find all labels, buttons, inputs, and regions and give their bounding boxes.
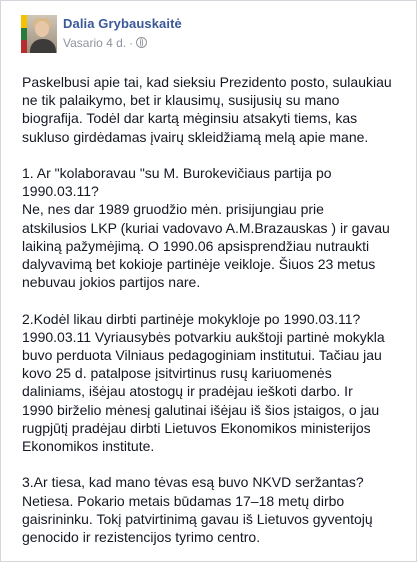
post-text-line: Ne, nes dar 1989 gruodžio mėn. prisijungiau prie bbox=[22, 201, 324, 218]
post-meta bbox=[63, 36, 147, 50]
post-paragraph-q3 bbox=[22, 473, 414, 546]
post-paragraph-intro bbox=[22, 73, 414, 146]
post-text-line: 1. Ar "kolaboravau "su M. Burokevičiaus partija po bbox=[22, 165, 332, 181]
post-text-line: dalyvavimą bet kokioje partinėje veikloje. Šiuos 23 metus bbox=[22, 256, 376, 273]
post-text-line: 1990.03.11 Vyriausybės potvarkiu aukštoji partinė mokykla bbox=[22, 328, 385, 345]
post-text-line: kovo 25 d. patalpose įsitvirtinus rusų kariuomenės bbox=[22, 365, 332, 382]
meta-separator: · bbox=[129, 36, 134, 50]
post-text-line: 1990 birželio mėnesį galutinai išėjau iš šios įstaigos, o jau bbox=[22, 401, 380, 418]
flag-icon bbox=[21, 15, 27, 53]
post-text-line: ne tik palaikymo, bet ir klausimų, susijusių su mano bbox=[22, 92, 340, 109]
post-text-line: biografija. Todėl dar kartą mėginsiu atsakyti tiems, kas bbox=[22, 110, 358, 127]
post-text-line: 3.Ar tiesa, kad mano tėvas esą buvo NKVD seržantas? bbox=[22, 474, 364, 491]
post-paragraph-q1 bbox=[22, 164, 414, 291]
post-text-line: Netiesa. Pokario metais būdamas 17–18 metų dirbo bbox=[22, 492, 345, 509]
post-text-line: buvo perduota Vilniaus pedagoginiam institutui. Tačiau jau bbox=[22, 347, 382, 364]
post-text-line: nebuvau jokios partijos nare. bbox=[22, 274, 201, 291]
post-paragraph-q2 bbox=[22, 310, 414, 456]
post-text-line: rugpjūtį pradėjau dirbti Lietuvos Ekonomikos ministerijos bbox=[22, 419, 371, 436]
post-text-line: gaisrininku. Tokį patvirtinimą gavau iš Lietuvos gyventojų bbox=[22, 510, 373, 527]
globe-icon[interactable] bbox=[136, 37, 147, 48]
post-text-line: Ekonomikos institute. bbox=[22, 438, 155, 455]
post-text-line: 1990.03.11? bbox=[22, 183, 99, 200]
post-text-line: laikiną pažymėjimą. O 1990.06 apsisprendžiau nutraukti bbox=[22, 237, 370, 254]
author-name-link[interactable]: Dalia Grybauskaitė bbox=[63, 16, 182, 31]
post-text-line: genocido ir rezistencijos tyrimo centro. bbox=[22, 529, 261, 546]
post-body bbox=[22, 73, 414, 564]
post-header bbox=[1, 1, 416, 65]
post-text-line: 2.Kodėl likau dirbti partinėje mokykloje po 1990.03.11? bbox=[22, 310, 361, 327]
post-date-link[interactable]: Vasario 4 d. bbox=[63, 36, 127, 50]
post-text-line: atskilusios LKP (kuriai vadovavo A.M.Brazauskas ) ir gavau bbox=[22, 219, 390, 236]
post-text-line: daliniams, išėjau atostogų ir pradėjau ieškoti darbo. Ir bbox=[22, 383, 353, 400]
avatar[interactable] bbox=[21, 15, 57, 53]
post-text-line: sukluso girdėdamas įvairų skleidžiamą melą apie mane. bbox=[22, 128, 369, 145]
post-text-line: Paskelbusi apie tai, kad sieksiu Prezidento posto, sulaukiau bbox=[22, 74, 392, 90]
